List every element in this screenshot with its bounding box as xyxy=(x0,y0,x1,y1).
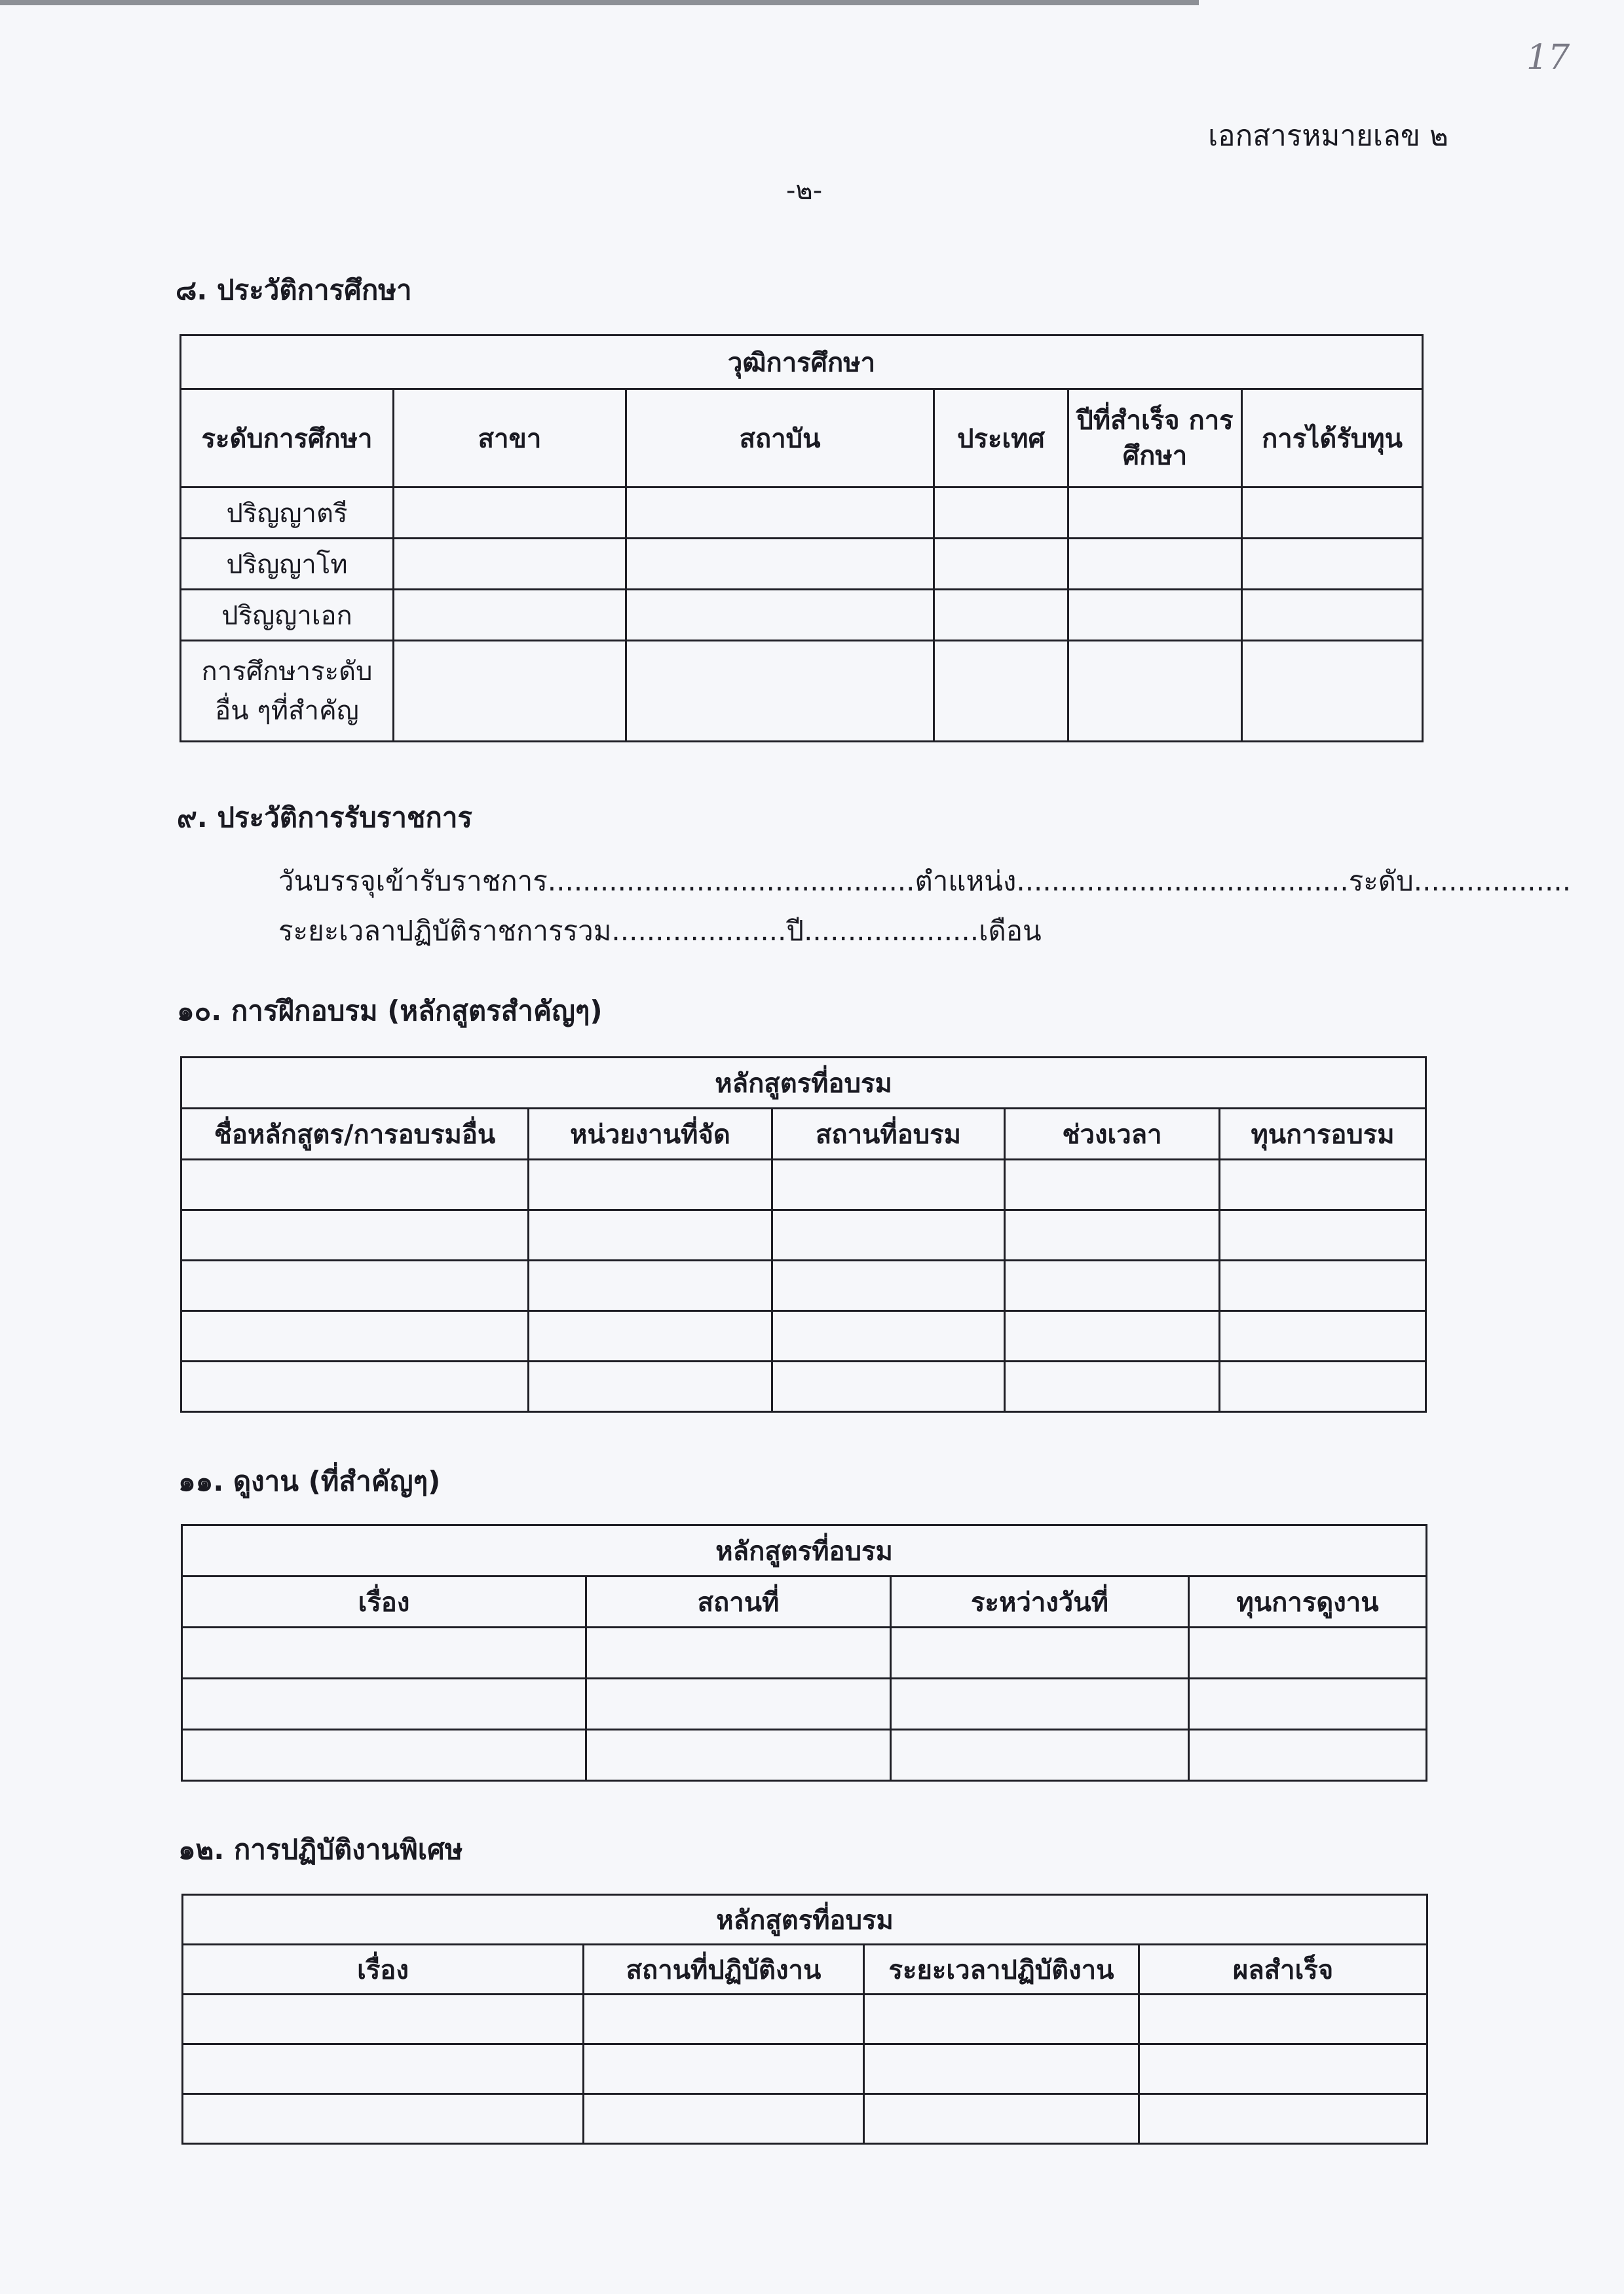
table-cell[interactable] xyxy=(394,487,626,539)
table-cell[interactable] xyxy=(181,1362,529,1412)
section11-heading: ๑๑. ดูงาน (ที่สำคัญๆ) xyxy=(178,1465,441,1497)
table-cell[interactable] xyxy=(584,2044,864,2094)
position-field[interactable]: ...................................... xyxy=(1016,865,1349,897)
table-row xyxy=(182,1730,1427,1781)
table-cell[interactable] xyxy=(1242,590,1423,641)
table-cell[interactable] xyxy=(1005,1160,1220,1210)
table-cell[interactable] xyxy=(181,1210,529,1261)
table-row xyxy=(181,1261,1426,1311)
table-cell[interactable] xyxy=(1068,487,1242,539)
table-cell[interactable] xyxy=(1242,487,1423,539)
table-cell[interactable] xyxy=(529,1362,772,1412)
table-cell[interactable] xyxy=(772,1362,1005,1412)
handwritten-page-number: 17 xyxy=(1526,38,1570,77)
table-cell[interactable] xyxy=(1220,1160,1426,1210)
table-cell[interactable] xyxy=(772,1160,1005,1210)
table-cell[interactable] xyxy=(183,2094,584,2144)
table-cell[interactable] xyxy=(1220,1311,1426,1362)
col-subject: เรื่อง xyxy=(183,1945,584,1995)
table-cell[interactable] xyxy=(1189,1679,1427,1730)
page-number: -๒- xyxy=(786,176,823,206)
table-cell[interactable] xyxy=(584,1995,864,2044)
training-table-title: หลักสูตรที่อบรม xyxy=(181,1058,1426,1109)
table-cell[interactable] xyxy=(1220,1261,1426,1311)
table-cell[interactable] xyxy=(626,641,934,742)
table-cell[interactable] xyxy=(772,1210,1005,1261)
col-country: ประเทศ xyxy=(934,389,1068,487)
service-line-1 xyxy=(278,860,1571,903)
position-label: ตำแหน่ง xyxy=(915,865,1017,897)
table-cell[interactable] xyxy=(891,1730,1189,1781)
table-cell[interactable] xyxy=(394,641,626,742)
table-cell[interactable] xyxy=(183,2044,584,2094)
col-dates: ระหว่างวันที่ xyxy=(891,1577,1189,1628)
table-cell[interactable] xyxy=(529,1210,772,1261)
appointment-date-field[interactable]: .......................................... xyxy=(547,865,915,897)
col-institution: สถาบัน xyxy=(626,389,934,487)
table-cell[interactable] xyxy=(181,1261,529,1311)
table-cell[interactable] xyxy=(394,590,626,641)
table-cell[interactable] xyxy=(394,539,626,590)
table-cell[interactable] xyxy=(181,1160,529,1210)
table-row xyxy=(181,1362,1426,1412)
section9-heading: ๙. ประวัติการรับราชการ xyxy=(177,801,472,833)
table-cell[interactable] xyxy=(1139,1995,1427,2044)
table-row xyxy=(183,2094,1427,2144)
table-cell[interactable] xyxy=(1242,539,1423,590)
table-cell[interactable] xyxy=(626,590,934,641)
col-visit-fund: ทุนการดูงาน xyxy=(1189,1577,1427,1628)
table-row xyxy=(182,1628,1427,1679)
row-bachelor: ปริญญาตรี xyxy=(181,487,394,539)
table-cell[interactable] xyxy=(183,1995,584,2044)
row-master: ปริญญาโท xyxy=(181,539,394,590)
special-work-table-title: หลักสูตรที่อบรม xyxy=(183,1895,1427,1945)
table-cell[interactable] xyxy=(181,1311,529,1362)
col-training-fund: ทุนการอบรม xyxy=(1220,1109,1426,1160)
table-row xyxy=(181,1160,1426,1210)
special-work-table xyxy=(181,1894,1428,2145)
table-cell[interactable] xyxy=(1005,1362,1220,1412)
table-cell[interactable] xyxy=(1189,1730,1427,1781)
table-cell[interactable] xyxy=(586,1628,891,1679)
table-cell[interactable] xyxy=(934,590,1068,641)
study-visit-table-title: หลักสูตรที่อบรม xyxy=(182,1525,1427,1577)
col-training-venue: สถานที่อบรม xyxy=(772,1109,1005,1160)
table-row xyxy=(181,1210,1426,1261)
table-row xyxy=(181,1311,1426,1362)
table-cell[interactable] xyxy=(182,1628,586,1679)
table-cell[interactable] xyxy=(864,2094,1139,2144)
table-cell[interactable] xyxy=(772,1261,1005,1311)
table-cell[interactable] xyxy=(182,1730,586,1781)
col-education-level: ระดับการศึกษา xyxy=(181,389,394,487)
table-cell[interactable] xyxy=(934,487,1068,539)
table-cell[interactable] xyxy=(1068,641,1242,742)
months-field[interactable]: .................... xyxy=(804,915,979,947)
table-cell[interactable] xyxy=(626,539,934,590)
table-cell[interactable] xyxy=(864,2044,1139,2094)
appointment-date-label: วันบรรจุเข้ารับราชการ xyxy=(278,865,548,897)
section8-heading: ๘. ประวัติการศึกษา xyxy=(176,274,412,306)
table-cell[interactable] xyxy=(1005,1261,1220,1311)
table-cell[interactable] xyxy=(529,1160,772,1210)
table-cell[interactable] xyxy=(1242,641,1423,742)
table-row xyxy=(183,1995,1427,2044)
table-cell[interactable] xyxy=(891,1628,1189,1679)
document-label: เอกสารหมายเลข ๒ xyxy=(1208,119,1448,153)
table-cell[interactable] xyxy=(1005,1311,1220,1362)
col-achievement: ผลสำเร็จ xyxy=(1139,1945,1427,1995)
table-cell[interactable] xyxy=(529,1311,772,1362)
service-duration-label: ระยะเวลาปฏิบัติราชการรวม xyxy=(278,915,612,947)
col-subject: เรื่อง xyxy=(182,1577,586,1628)
table-cell[interactable] xyxy=(1068,539,1242,590)
col-work-duration: ระยะเวลาปฏิบัติงาน xyxy=(864,1945,1139,1995)
years-field[interactable]: .................... xyxy=(611,915,787,947)
table-cell[interactable] xyxy=(626,487,934,539)
col-work-place: สถานที่ปฏิบัติงาน xyxy=(584,1945,864,1995)
table-cell[interactable] xyxy=(1189,1628,1427,1679)
table-cell[interactable] xyxy=(586,1730,891,1781)
table-cell[interactable] xyxy=(1005,1210,1220,1261)
level-label: ระดับ xyxy=(1348,865,1414,897)
study-visit-table xyxy=(181,1524,1427,1782)
years-label: ปี xyxy=(786,915,804,947)
row-other-education: การศึกษาระดับ อื่น ๆที่สำคัญ xyxy=(181,641,394,742)
table-cell[interactable] xyxy=(934,641,1068,742)
table-cell[interactable] xyxy=(1139,2094,1427,2144)
row-doctorate: ปริญญาเอก xyxy=(181,590,394,641)
col-course-name: ชื่อหลักสูตร/การอบรมอื่น xyxy=(181,1109,529,1160)
section10-heading: ๑๐. การฝึกอบรม (หลักสูตรสำคัญๆ) xyxy=(177,995,603,1027)
table-cell[interactable] xyxy=(584,2094,864,2144)
table-cell[interactable] xyxy=(864,1995,1139,2044)
table-cell[interactable] xyxy=(1139,2044,1427,2094)
table-cell[interactable] xyxy=(1068,590,1242,641)
col-place: สถานที่ xyxy=(586,1577,891,1628)
table-cell[interactable] xyxy=(182,1679,586,1730)
table-cell[interactable] xyxy=(934,539,1068,590)
table-row xyxy=(182,1679,1427,1730)
service-line-2 xyxy=(278,909,1042,953)
table-cell[interactable] xyxy=(1220,1210,1426,1261)
table-row xyxy=(183,2044,1427,2094)
table-cell[interactable] xyxy=(772,1311,1005,1362)
table-cell[interactable] xyxy=(1220,1362,1426,1412)
level-field[interactable]: .................. xyxy=(1413,865,1572,897)
table-cell[interactable] xyxy=(529,1261,772,1311)
months-label: เดือน xyxy=(979,915,1042,947)
education-table-title: วุฒิการศึกษา xyxy=(181,335,1423,389)
scan-edge xyxy=(0,0,1199,5)
col-organizer: หน่วยงานที่จัด xyxy=(529,1109,772,1160)
training-table xyxy=(180,1056,1427,1413)
table-cell[interactable] xyxy=(586,1679,891,1730)
col-graduation-year: ปีที่สำเร็จ การศึกษา xyxy=(1068,389,1242,487)
col-period: ช่วงเวลา xyxy=(1005,1109,1220,1160)
col-major: สาขา xyxy=(394,389,626,487)
table-cell[interactable] xyxy=(891,1679,1189,1730)
education-table xyxy=(179,334,1424,742)
section12-heading: ๑๒. การปฏิบัติงานพิเศษ xyxy=(178,1833,463,1865)
col-scholarship: การได้รับทุน xyxy=(1242,389,1423,487)
